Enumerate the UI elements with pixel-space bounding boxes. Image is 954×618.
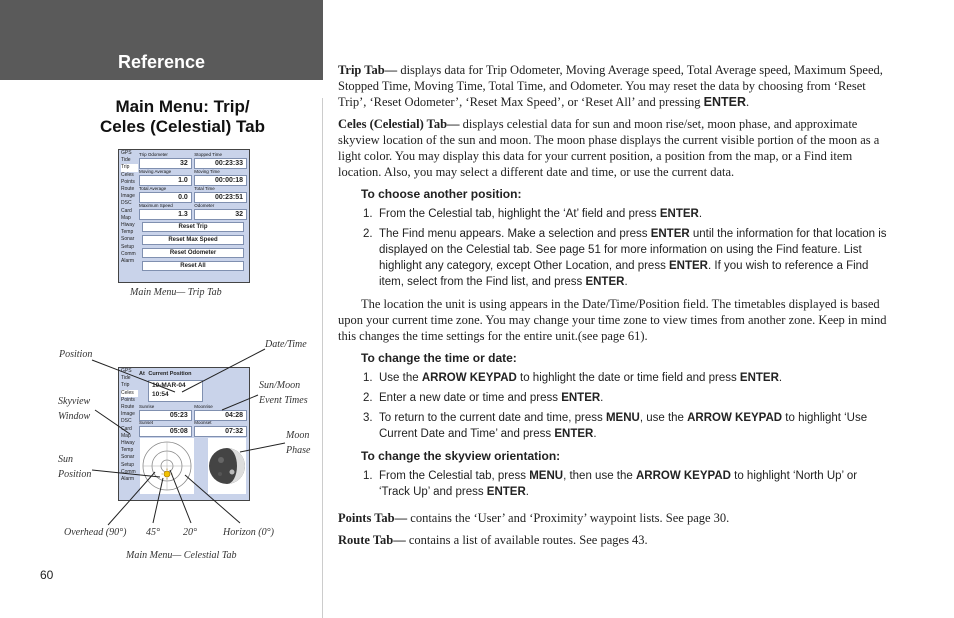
page-title [60,97,305,137]
page-title-line1: Main Menu: Trip/ [115,97,250,116]
menu-item: Sonar [121,454,135,461]
menu-item: Celes [121,171,134,178]
menu-item: Comm [121,250,136,257]
menu-item: Tide [121,157,131,164]
moon-phase-icon [208,438,246,494]
menu-item: Image [121,193,135,200]
celestial-tab-screenshot [118,367,250,501]
menu-item: Image [121,411,135,418]
menu-item-selected: Trip [121,164,139,171]
page-title-line2: Celes (Celestial) Tab [99,117,266,136]
menu-item: Map [121,432,131,439]
change-time-steps [338,370,890,442]
reset-odometer-button[interactable]: Reset Odometer [142,248,244,258]
choose-position-heading: To choose another position: [361,187,522,201]
sunrise-field: Sunrise 05:23 [139,404,192,421]
callout-sun-moon: Sun/Moon Event Times [259,380,308,406]
sunset-field: Sunset 05:08 [139,420,192,437]
menu-item: Hiway [121,222,135,229]
list-item: 2. Enter a new date or time and press ENTER. [363,392,604,404]
list-item: 1. Use the ARROW KEYPAD to highlight the date or time field and press ENTER. [363,372,783,384]
menu-item: Hiway [121,440,135,447]
menu-item: Alarm [121,258,135,265]
moonset-field: Moonset 07:32 [194,420,247,437]
reset-max-speed-button[interactable]: Reset Max Speed [142,235,244,245]
celes-menu-list [119,368,139,500]
menu-item: Map [121,214,131,221]
list-item: 3. To return to the current date and time, press MENU, use the ARROW KEYPAD to highlight ‘Use Current Date and Time’ and press ENTER. [363,412,868,440]
menu-item: Trip [121,382,130,389]
list-item: 2. The Find menu appears. Make a selection and press ENTER until the information for that location is displayed on the Celestial tab. See page 51 for more information on using the Find feature. List highlight any category, except Other Location, and press ENTER. If you wish to reference a Find item, select from the Find list, and press ENTER. [363,228,887,288]
trip-field: Moving Average 1.0 [139,169,192,186]
menu-item: Setup [121,461,135,468]
section-header: Reference [117,52,206,72]
skyview-steps [338,468,890,500]
trip-field: Maximum Speed 1.3 [139,203,192,220]
trip-field: Trip Odometer 32 [139,152,192,169]
menu-item: Route [121,404,135,411]
callout-horizon: Horizon (0°) [223,527,274,538]
menu-item: Alarm [121,476,135,483]
callout-skyview: Skyview Window [58,396,91,422]
page-number: 60 [40,568,54,582]
trip-tab-screenshot [118,149,250,283]
trip-field: Odometer 32 [194,203,247,220]
trip-field: Stopped Time 00:23:33 [194,152,247,169]
trip-field: Total Average 0.0 [139,186,192,203]
list-item: 1. From the Celestial tab, highlight the ‘At’ field and press ENTER. [363,208,703,220]
menu-item: Points [121,178,135,185]
choose-position-steps [338,206,890,290]
menu-item: Points [121,396,135,403]
location-paragraph: The location the unit is using appears in the Date/Time/Position field. The timetables displayed is based upon your current time zone. You may change your time zone to view times from another zone. Keep in mind this changes the time settings for the entire unit.(see page 61). [338,297,887,343]
menu-item: GPS [121,150,132,156]
reset-trip-button[interactable]: Reset Trip [142,222,244,232]
menu-item: Route [121,186,135,193]
menu-item: Comm [121,468,136,475]
body-text [338,62,890,554]
menu-item: DSC [121,200,132,207]
celes-data-panel [138,369,248,499]
route-tab-paragraph: Route Tab— contains a list of available routes. See pages 43. [338,533,648,547]
points-tab-paragraph: Points Tab— contains the ‘User’ and ‘Proximity’ waypoint lists. See page 30. [338,511,730,525]
menu-item: DSC [121,418,132,425]
menu-item: Card [121,425,132,432]
callout-date-time: Date/Time [265,339,307,350]
celes-tab-paragraph: Celes (Celestial) Tab— displays celestial data for sun and moon rise/set, moon phase, and approximate skyview location of the sun and moon. The moon phase displays the current visible portion of the moon as a light color. You may display this data for your current position, a position from the map, or a Find item location. Also, you may select a different date and time, or use the current data. [338,117,880,179]
trip-caption: Main Menu— Trip Tab [130,287,222,298]
trip-field: Total Time 00:23:51 [194,186,247,203]
menu-item: Temp [121,447,134,454]
skyview-window [140,438,194,494]
callout-20-degrees: 20° [183,527,197,538]
list-item: 1. From the Celestial tab, press MENU, then use the ARROW KEYPAD to highlight ‘North Up’ or ‘Track Up’ and press ENTER. [363,470,858,498]
callout-position: Position [59,349,93,360]
menu-item: Setup [121,243,135,250]
callout-overhead: Overhead (90°) [64,527,127,538]
date-time-field[interactable]: 10-MAR-04 10:54 [148,380,203,402]
callout-sun-position: Sun Position [58,454,92,480]
column-divider [322,98,323,618]
trip-field: Moving Time 00:00:18 [194,169,247,186]
moonrise-field: Moonrise 04:28 [194,404,247,421]
callout-moon-phase: Moon Phase [286,430,311,456]
change-time-heading: To change the time or date: [361,351,517,365]
trip-data-panel [138,151,248,281]
trip-tab-paragraph: Trip Tab— displays data for Trip Odometer, Moving Average speed, Total Average speed, Maximum Speed, Stopped Time, Moving Time, Total Time, and Odometer. You may reset the data by choosing from ‘Reset Trip’, ‘Reset Odometer’, ‘Reset Max Speed’, or ‘Reset All’ and pressing ENTER. [338,63,883,109]
skyview-heading: To change the skyview orientation: [361,449,561,463]
callout-45-degrees: 45° [146,527,160,538]
celestial-caption: Main Menu— Celestial Tab [126,550,237,561]
menu-item: Tide [121,375,131,382]
position-field[interactable]: At Current Position [139,371,192,377]
reset-all-button[interactable]: Reset All [142,261,244,271]
menu-item: Sonar [121,236,135,243]
menu-item-selected: Celes [121,390,139,397]
menu-item: Temp [121,229,134,236]
menu-item: Card [121,207,132,214]
menu-item: GPS [121,368,132,374]
trip-menu-list [119,150,139,282]
